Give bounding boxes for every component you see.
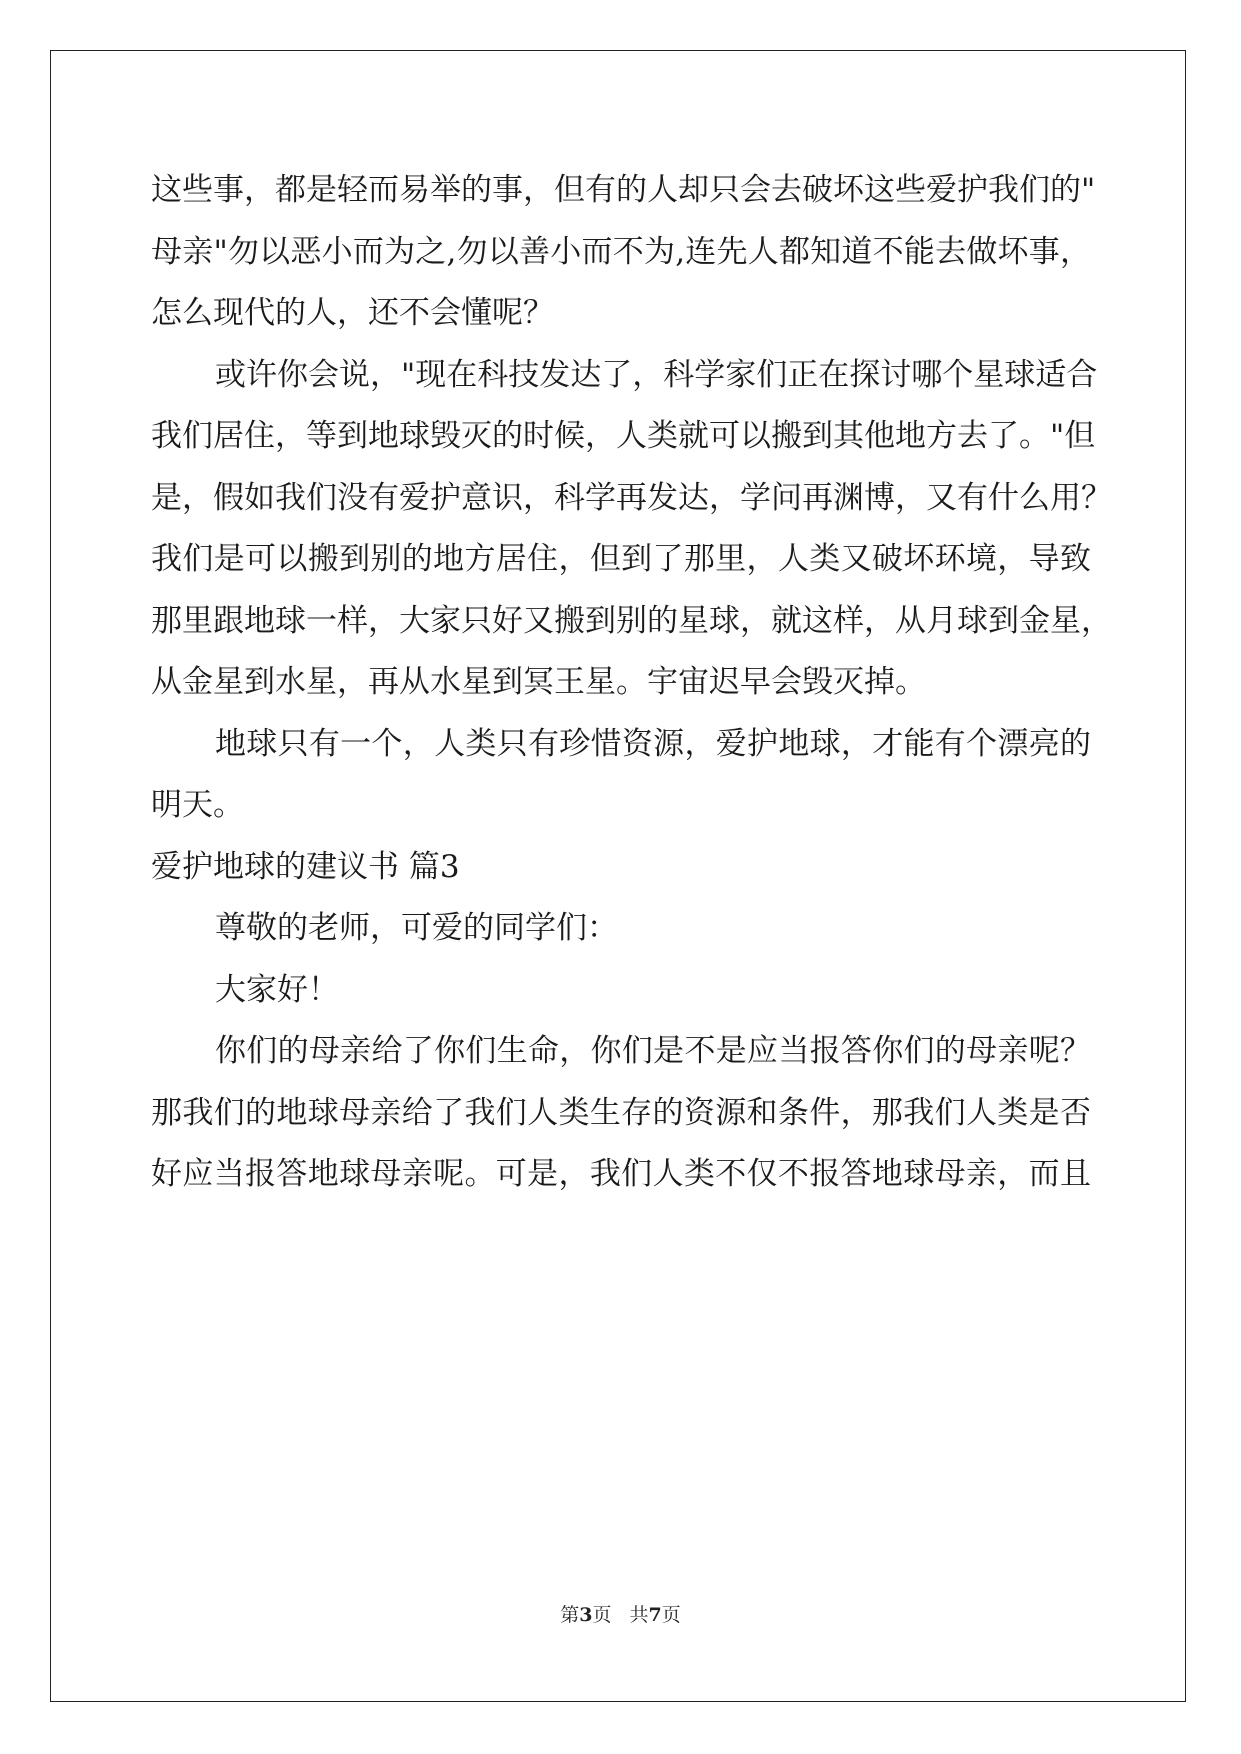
text-line: 是，假如我们没有爱护意识，科学再发达，学问再渊博，又有什么用？: [151, 479, 1112, 516]
footer-total-unit: 页: [661, 1604, 681, 1626]
text-line: 我们是可以搬到别的地方居住，但到了那里，人类又破坏环境，导致: [151, 541, 1091, 577]
text-line: 这些事，都是轻而易举的事，但有的人却只会去破坏这些爱护我们的": [151, 172, 1096, 208]
text-line: 怎么现代的人，还不会懂呢？: [151, 295, 554, 331]
text-line: 大家好！: [215, 971, 339, 1008]
text-line: 我们居住，等到地球毁灭的时候，人类就可以搬到其他地方去了。"但: [151, 418, 1096, 454]
footer-page-number: 3: [579, 1604, 593, 1626]
footer-total-prefix: 共: [629, 1604, 649, 1626]
text-line: 爱护地球的建议书 篇3: [151, 848, 460, 885]
text-line: 从金星到水星，再从水星到冥王星。宇宙迟早会毁灭掉。: [151, 664, 926, 700]
text-line: 母亲"勿以恶小而为之,勿以善小而不为,连先人都知道不能去做坏事，: [151, 233, 1091, 270]
text-line: 那我们的地球母亲给了我们人类生存的资源和条件，那我们人类是否: [151, 1094, 1091, 1131]
footer-page-unit: 页: [592, 1604, 612, 1626]
text-line: 你们的母亲给了你们生命，你们是不是应当报答你们的母亲呢？: [215, 1033, 1091, 1069]
footer-total-pages: 7: [648, 1604, 662, 1626]
text-line: 明天。: [151, 787, 244, 823]
document-body: [151, 160, 1112, 1206]
footer-prefix: 第: [560, 1604, 580, 1626]
text-line: 好应当报答地球母亲呢。可是，我们人类不仅不报答地球母亲，而且: [151, 1156, 1091, 1192]
text-line: 那里跟地球一样，大家只好又搬到别的星球，就这样，从月球到金星，: [151, 602, 1112, 639]
page-footer: [0, 1600, 1241, 1627]
text-line: 或许你会说，"现在科技发达了，科学家们正在探讨哪个星球适合: [215, 356, 1098, 393]
text-line: 尊敬的老师，可爱的同学们：: [215, 910, 618, 946]
text-line: 地球只有一个，人类只有珍惜资源，爱护地球，才能有个漂亮的: [215, 725, 1091, 762]
